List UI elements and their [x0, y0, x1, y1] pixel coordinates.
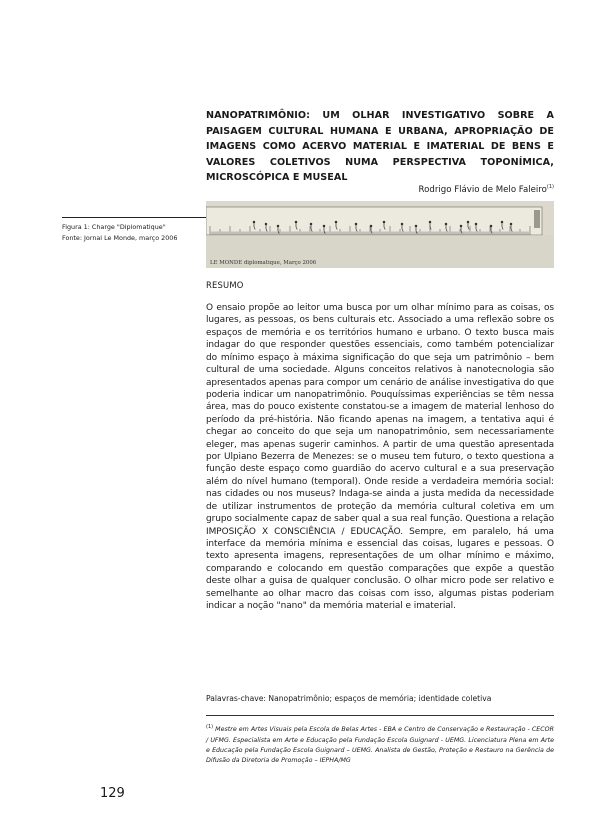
figure-caption-source: Fonte: Jornal Le Monde, março 2006 — [62, 233, 178, 242]
footnote-rule — [206, 715, 554, 716]
article-title: NANOPATRIMÔNIO: UM OLHAR INVESTIGATIVO SOBRE A PAISAGEM CULTURAL HUMANA E URBANA, APROPRIAÇÃO DE IMAGENS COMO ACERVO MATERIAL E IMATERIAL DE BENS E VALORES COLETIVOS NUMA PERSPECTIVA TOPONÍMICA, MICROSCÓPICA E MUSEAL — [206, 110, 554, 184]
footnote-marker: (1) — [546, 184, 554, 190]
cartoon-figure — [206, 201, 554, 268]
abstract-heading: RESUMO — [206, 280, 244, 290]
abstract-body: O ensaio propõe ao leitor uma busca por um olhar mínimo para as coisas, os lugares, as pessoas, os bens culturais etc. Associado a uma reflexão sobre os espaços de memória e os territórios humano e urbano. O texto busca mais indagar do que responder questões essenciais, como também potencializar do mínimo espaço à máxima significação do que seja um patrimônio – bem cultural de uma sociedade. Alguns conceitos relativos à nanotecnologia são apresentados apenas para compor um cenário de análise investigativa do que poderia indicar um nanopatrimônio. Pouquíssimas experiências se têm nessa área, mas do pouco existente constatou-se a imagem de material lenhoso do período da pré-história. Não ficando apenas na imagem, a tentativa aqui é chegar ao conceito do que seja um nanopatrimônio, sem necessariamente eleger, mas apenas sugerir caminhos. A partir de uma questão apresentada por Ulpiano Bezerra de Menezes: se o museu tem futuro, o texto questiona a função deste espaço como guardião do acervo cultural e a sua preservação além do nível humano (temporal). Onde reside a verdadeira memória social: nas cidades ou nos museus? Indaga-se ainda a justa medida da necessidade de utilizar instrumentos de proteção da memória cultural coletiva em um grupo socialmente capaz de saber qual a sua real função. Questiona a relação IMPOSIÇÃO X CONSCIÊNCIA / EDUCAÇÃO. Sempre, em paralelo, há uma interface da memória mínima e essencial das coisas, lugares e pessoas. O texto apresenta imagens, representações de um olhar mínimo e máximo, comparando e colocando em questão comparações que expõe a questão deste olhar a guisa de qualquer conclusão. O olhar micro pode ser relativo e semelhante ao olhar macro das coisas com isso, algumas pistas poderiam indicar a noção "nano" da memória material e imaterial. — [206, 303, 555, 612]
footnote: $^{(1)}$ Mestre em Artes Visuais pela Escola de Belas Artes - EBA e Centro de Conservação e Restauração - CECOR / UFMG. Especialista em Arte e Educação pela Fundação Escola Guignard - UEMG. Licenciatura Plena em Arte e Educação pela Fundação Escola Guignard – UEMG. Analista de Gestão, Proteção e Restauro na Gerência de Difusão da Diretoria de Promoção – IEPHA/MG — [206, 724, 554, 765]
footnote-number: (1) — [206, 724, 214, 730]
ruler-cartoon-image — [206, 201, 554, 268]
page-number: 129 — [100, 786, 125, 801]
caption-rule — [62, 217, 207, 218]
figure-credit: LE MONDE diplomatique, Março 2006 — [210, 260, 317, 266]
author-name: Rodrigo Flávio de Melo Faleiro$^{(1)}$ — [418, 184, 554, 195]
figure-caption-title: Figura 1: Charge "Diplomatique" — [62, 223, 166, 231]
keywords: Palavras-chave: Nanopatrimônio; espaços de memória; identidade coletiva — [206, 694, 492, 703]
figure-caption — [62, 222, 207, 243]
